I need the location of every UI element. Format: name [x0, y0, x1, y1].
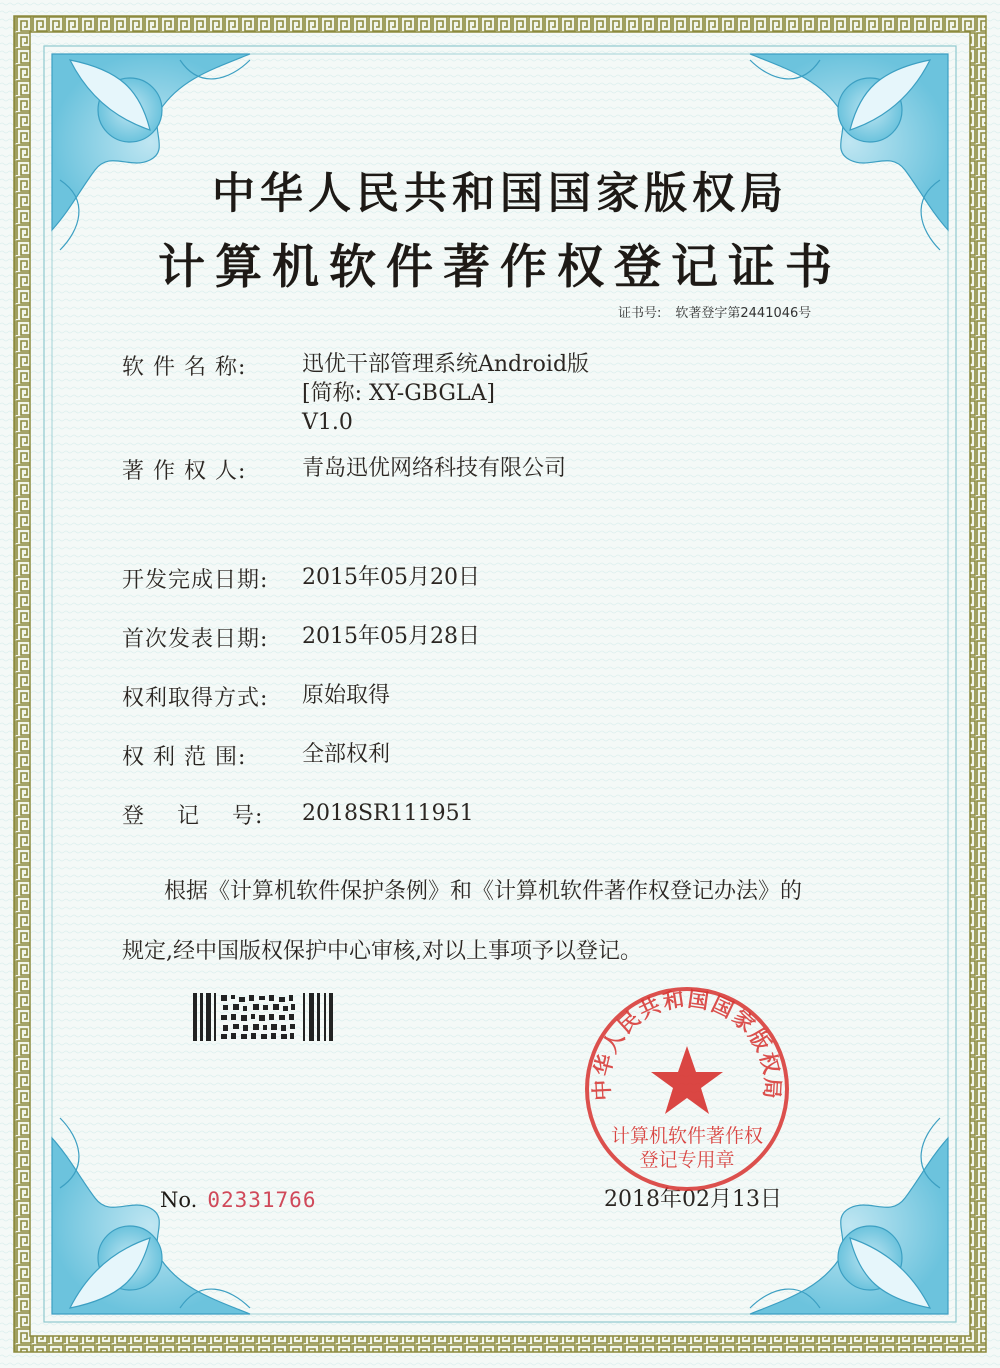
- field-label: 开发完成日期:: [122, 568, 269, 593]
- registration-number-value: 2018SR111951: [302, 801, 474, 826]
- field-value: [302, 454, 566, 483]
- statement-line-2: 规定,经中国版权保护中心审核,对以上事项予以登记。: [122, 939, 642, 964]
- development-date-value: 2015年05月20日: [302, 565, 480, 590]
- field-value: [302, 563, 480, 592]
- rights-scope-value: 全部权利: [302, 742, 391, 767]
- field-label: 权利取得方式:: [122, 686, 269, 711]
- copyright-owner-value: 青岛迅优网络科技有限公司: [302, 456, 567, 481]
- issue-date: 2018年02月13日: [604, 1187, 782, 1212]
- official-seal: [582, 984, 792, 1194]
- field-label: 软 件 名 称:: [122, 355, 247, 380]
- software-version-line: V1.0: [302, 410, 353, 435]
- field-value: [302, 799, 474, 828]
- field-value: [302, 681, 390, 710]
- seal-star-icon: [651, 1046, 723, 1114]
- software-name-line: 迅优干部管理系统Android版: [302, 352, 590, 377]
- serial-number-value: 02331766: [207, 1188, 317, 1212]
- field-value: [302, 622, 480, 651]
- field-label: 著 作 权 人:: [122, 459, 247, 484]
- seal-inner-line-2: 登记专用章: [639, 1149, 735, 1171]
- barcode: [193, 993, 333, 1041]
- serial-number-label: No.: [160, 1188, 198, 1212]
- field-value: [302, 740, 390, 769]
- serial-number: [160, 1188, 316, 1212]
- certificate-number-value: 软著登字第2441046号: [675, 306, 812, 321]
- acquisition-method-value: 原始取得: [302, 683, 391, 708]
- certificate-title: 计算机软件著作权登记证书: [158, 240, 842, 295]
- field-value: [302, 350, 589, 437]
- statement-line-1: 根据《计算机软件保护条例》和《计算机软件著作权登记办法》的: [164, 879, 803, 904]
- publish-date-value: 2015年05月28日: [302, 624, 480, 649]
- software-short-name-line: [简称: XY-GBGLA]: [302, 381, 495, 406]
- seal-inner-line-1: 计算机软件著作权: [610, 1125, 764, 1147]
- issuer-title: 中华人民共和国国家版权局: [212, 169, 788, 219]
- certificate-number-label: 证书号:: [618, 306, 662, 321]
- certificate-number: [618, 302, 825, 321]
- seal-outer-text: 中华人民共和国国家版权局: [589, 986, 785, 1102]
- field-label: 登 记 号:: [122, 804, 264, 829]
- field-label: 权 利 范 围:: [122, 745, 247, 770]
- field-label: 首次发表日期:: [122, 627, 269, 652]
